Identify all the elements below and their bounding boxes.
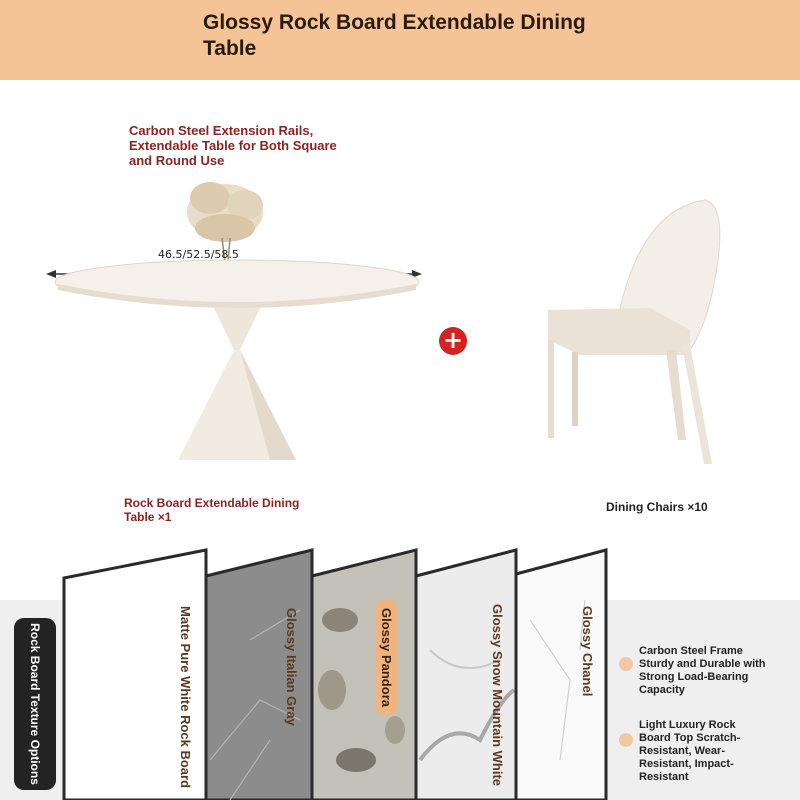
texture-label-snow-mountain: Glossy Snow Mountain White <box>490 604 505 786</box>
chair-caption: Dining Chairs ×10 <box>606 500 708 514</box>
dimension-label: 46.5/52.5/58.5 <box>158 248 239 261</box>
extension-rails-note: Carbon Steel Extension Rails, Extendable Table for Both Square and Round Use <box>129 123 337 168</box>
texture-label-chanel: Glossy Chanel <box>580 606 595 697</box>
texture-options-label: Rock Board Texture Options <box>28 623 42 785</box>
header-banner <box>0 0 800 80</box>
dining-table-image <box>55 260 419 460</box>
dining-chair-image <box>548 200 720 464</box>
page-title: Glossy Rock Board Extendable Dining Table <box>203 11 586 60</box>
plus-icon: + <box>439 327 467 355</box>
texture-panels <box>0 540 620 800</box>
texture-options-tag <box>14 618 56 790</box>
feature-top-text: Light Luxury Rock Board Top Scratch-Resistant, Wear-Resistant, Impact-Resistant <box>639 719 741 783</box>
product-illustration <box>0 80 800 600</box>
feature-bullet-icon <box>619 733 633 747</box>
table-caption: Rock Board Extendable Dining Table ×1 <box>124 496 300 524</box>
texture-label-italian-gray: Glossy Italian Gray <box>284 608 299 726</box>
texture-label-matte-white: Matte Pure White Rock Board <box>178 606 193 789</box>
feature-bullet-icon <box>619 657 633 671</box>
texture-label-pandora: Glossy Pandora <box>376 600 397 715</box>
texture-panel-pandora <box>312 550 416 800</box>
feature-frame-text: Carbon Steel Frame Sturdy and Durable with Strong Load-Bearing Capacity <box>639 645 766 696</box>
